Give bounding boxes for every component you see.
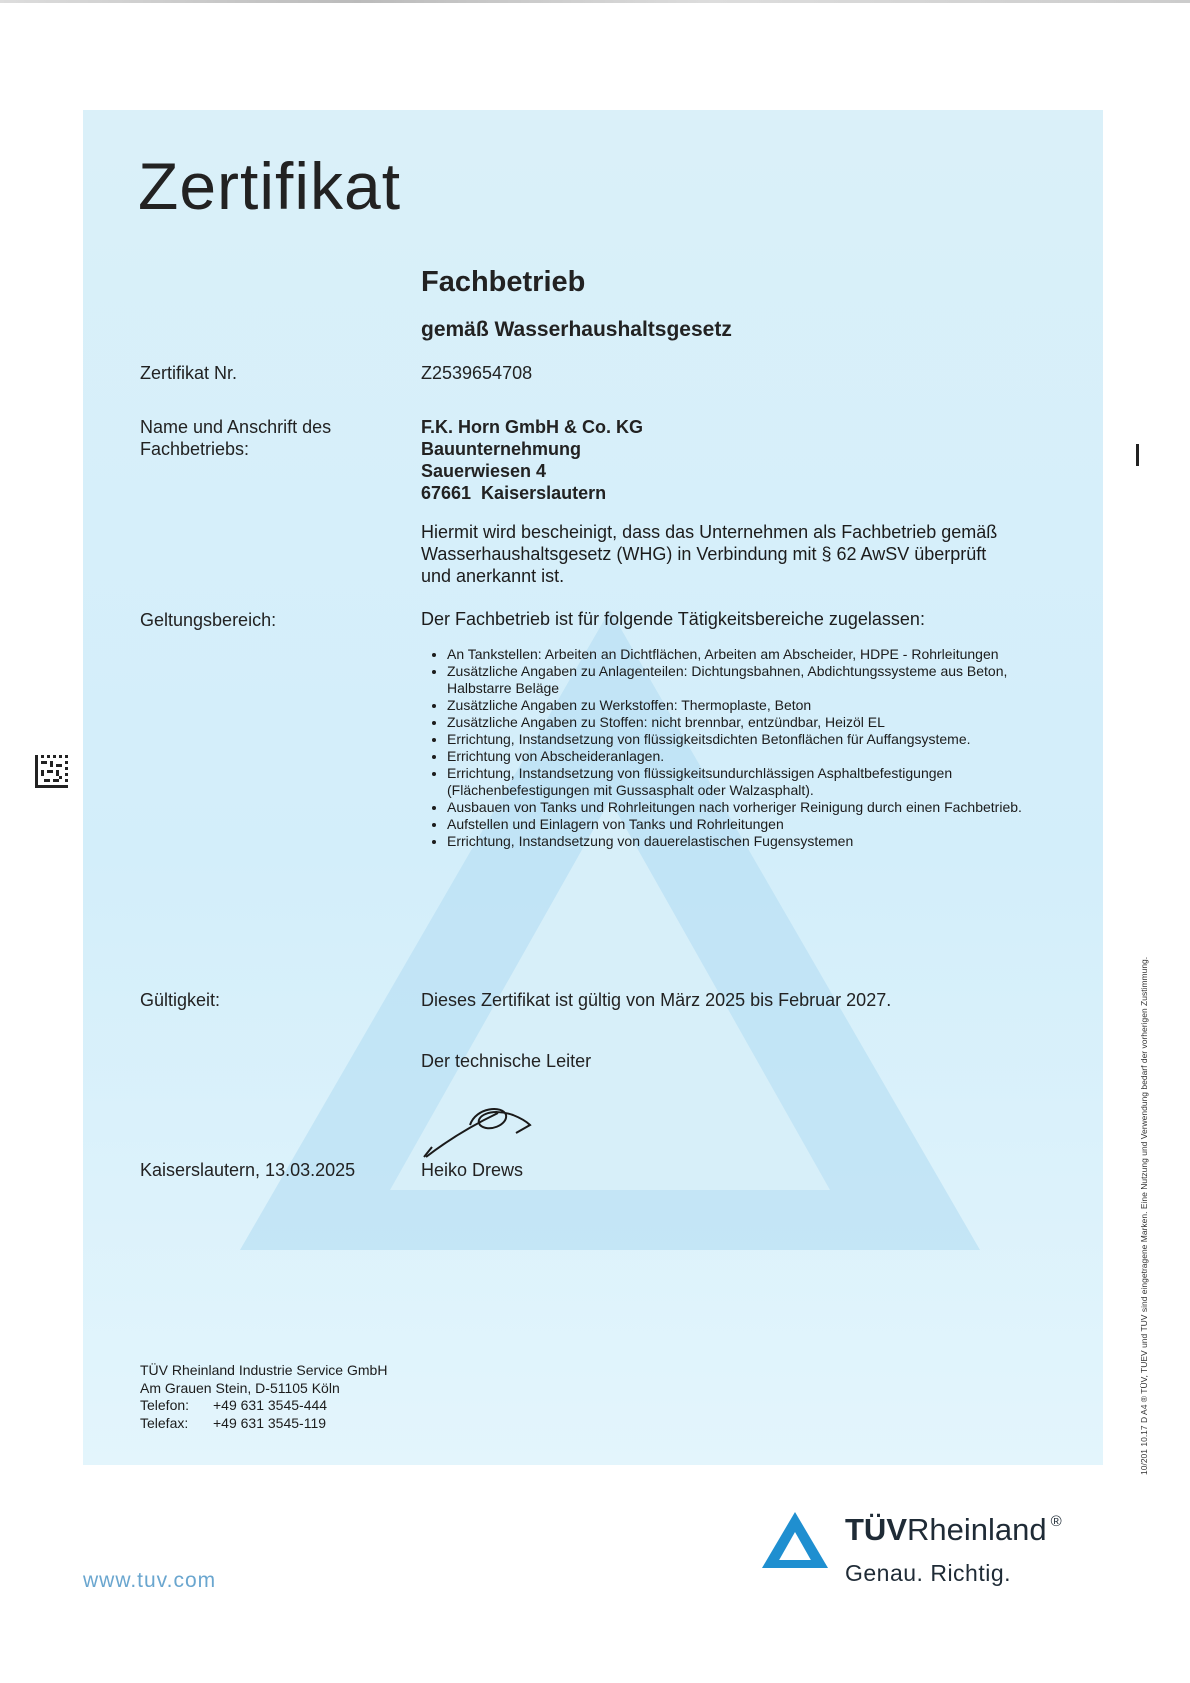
issuer-street: Am Grauen Stein, D-51105 Köln [140, 1379, 340, 1396]
list-item: • An Tankstellen: Arbeiten an Dichtflächen, Arbeiten am Abscheider, HDPE - Rohrleitungen [447, 646, 1067, 663]
phone-label: Telefon: [140, 1397, 190, 1413]
scan-margin-mark [1136, 444, 1139, 466]
page-title: Zertifikat [138, 149, 402, 223]
certification-text: Hiermit wird bescheinigt, dass das Unternehmen als Fachbetrieb gemäß Wasserhaushaltsgesetz (WHG) in Verbindung mit § 62 AwSV überprüft und anerkannt ist. [421, 522, 998, 586]
issuer-phone [140, 1397, 387, 1415]
issuer-address [140, 1362, 387, 1432]
datamatrix-code-icon [35, 755, 68, 788]
brand-name-rest: Rheinland [907, 1512, 1047, 1547]
list-item: • Errichtung, Instandsetzung von flüssigkeitsundurchlässigen Asphaltbefestigungen (Flächenbefestigungen mit Gussasphalt oder Walzasphalt). [447, 765, 1067, 799]
place-date: Kaiserslautern, 13.03.2025 [140, 1160, 356, 1180]
validity-text: Dieses Zertifikat ist gültig von März 2025 bis Februar 2027. [421, 990, 892, 1010]
list-item: • Errichtung, Instandsetzung von dauerelastischen Fugensystemen [447, 833, 1067, 850]
website-link[interactable]: www.tuv.com [83, 1569, 217, 1592]
scope-label: Geltungsbereich: [140, 610, 277, 630]
trademark-side-note: 10/201 10.17 D A4 ® TÜV, TUEV und TUV sind eingetragene Marken. Eine Nutzung und Verwendung bedarf der vorherigen Zustimmung. [1139, 956, 1149, 1475]
list-item: • Zusätzliche Angaben zu Anlagenteilen: Dichtungsbahnen, Abdichtungssysteme aus Beton, Halbstarre Beläge [447, 663, 1067, 697]
list-item: • Zusätzliche Angaben zu Werkstoffen: Thermoplaste, Beton [447, 697, 1067, 714]
company-city: 67661 Kaiserslautern [421, 483, 607, 503]
registered-mark: ® [1050, 1513, 1062, 1530]
company-name: F.K. Horn GmbH & Co. KG [421, 417, 643, 437]
cert-no-value: Z2539654708 [421, 363, 533, 383]
list-item: • Errichtung, Instandsetzung von flüssigkeitsdichten Betonflächen für Auffangsysteme. [447, 731, 1067, 748]
phone-value: +49 631 3545-444 [213, 1397, 328, 1413]
scan-edge [0, 0, 1190, 3]
brand-tagline: Genau. Richtig. [845, 1560, 1012, 1586]
list-item: • Ausbauen von Tanks und Rohrleitungen nach vorheriger Reinigung durch einen Fachbetrieb. [447, 799, 1067, 816]
list-item: • Aufstellen und Einlagern von Tanks und Rohrleitungen [447, 816, 1067, 833]
company-street: Sauerwiesen 4 [421, 461, 547, 481]
signature-image [418, 1085, 568, 1165]
brand-name [845, 1512, 1062, 1548]
signer-name: Heiko Drews [421, 1160, 524, 1180]
signature-role: Der technische Leiter [421, 1051, 592, 1071]
scope-intro: Der Fachbetrieb ist für folgende Tätigkeitsbereiche zugelassen: [421, 609, 925, 629]
list-item: • Zusätzliche Angaben zu Stoffen: nicht brennbar, entzündbar, Heizöl EL [447, 714, 1067, 731]
brand-name-bold: TÜV [845, 1512, 907, 1547]
certificate-subheading: gemäß Wasserhaushaltsgesetz [421, 318, 732, 341]
brand-logo [760, 1510, 1110, 1610]
company-address [421, 416, 643, 504]
company-label-line2: Fachbetriebs: [140, 439, 250, 459]
company-label [140, 416, 331, 460]
certificate-heading: Fachbetrieb [421, 266, 586, 298]
list-item: • Errichtung von Abscheideranlagen. [447, 748, 1067, 765]
company-label-line1: Name und Anschrift des [140, 417, 332, 437]
scope-list [421, 646, 1067, 850]
fax-value: +49 631 3545-119 [213, 1414, 327, 1431]
company-type: Bauunternehmung [421, 439, 581, 459]
issuer-name: TÜV Rheinland Industrie Service GmbH [140, 1362, 388, 1378]
issuer-fax [140, 1415, 387, 1433]
validity-label: Gültigkeit: [140, 990, 221, 1010]
cert-no-label: Zertifikat Nr. [140, 363, 238, 383]
tuv-triangle-icon [760, 1510, 830, 1570]
fax-label: Telefax: [140, 1414, 189, 1431]
